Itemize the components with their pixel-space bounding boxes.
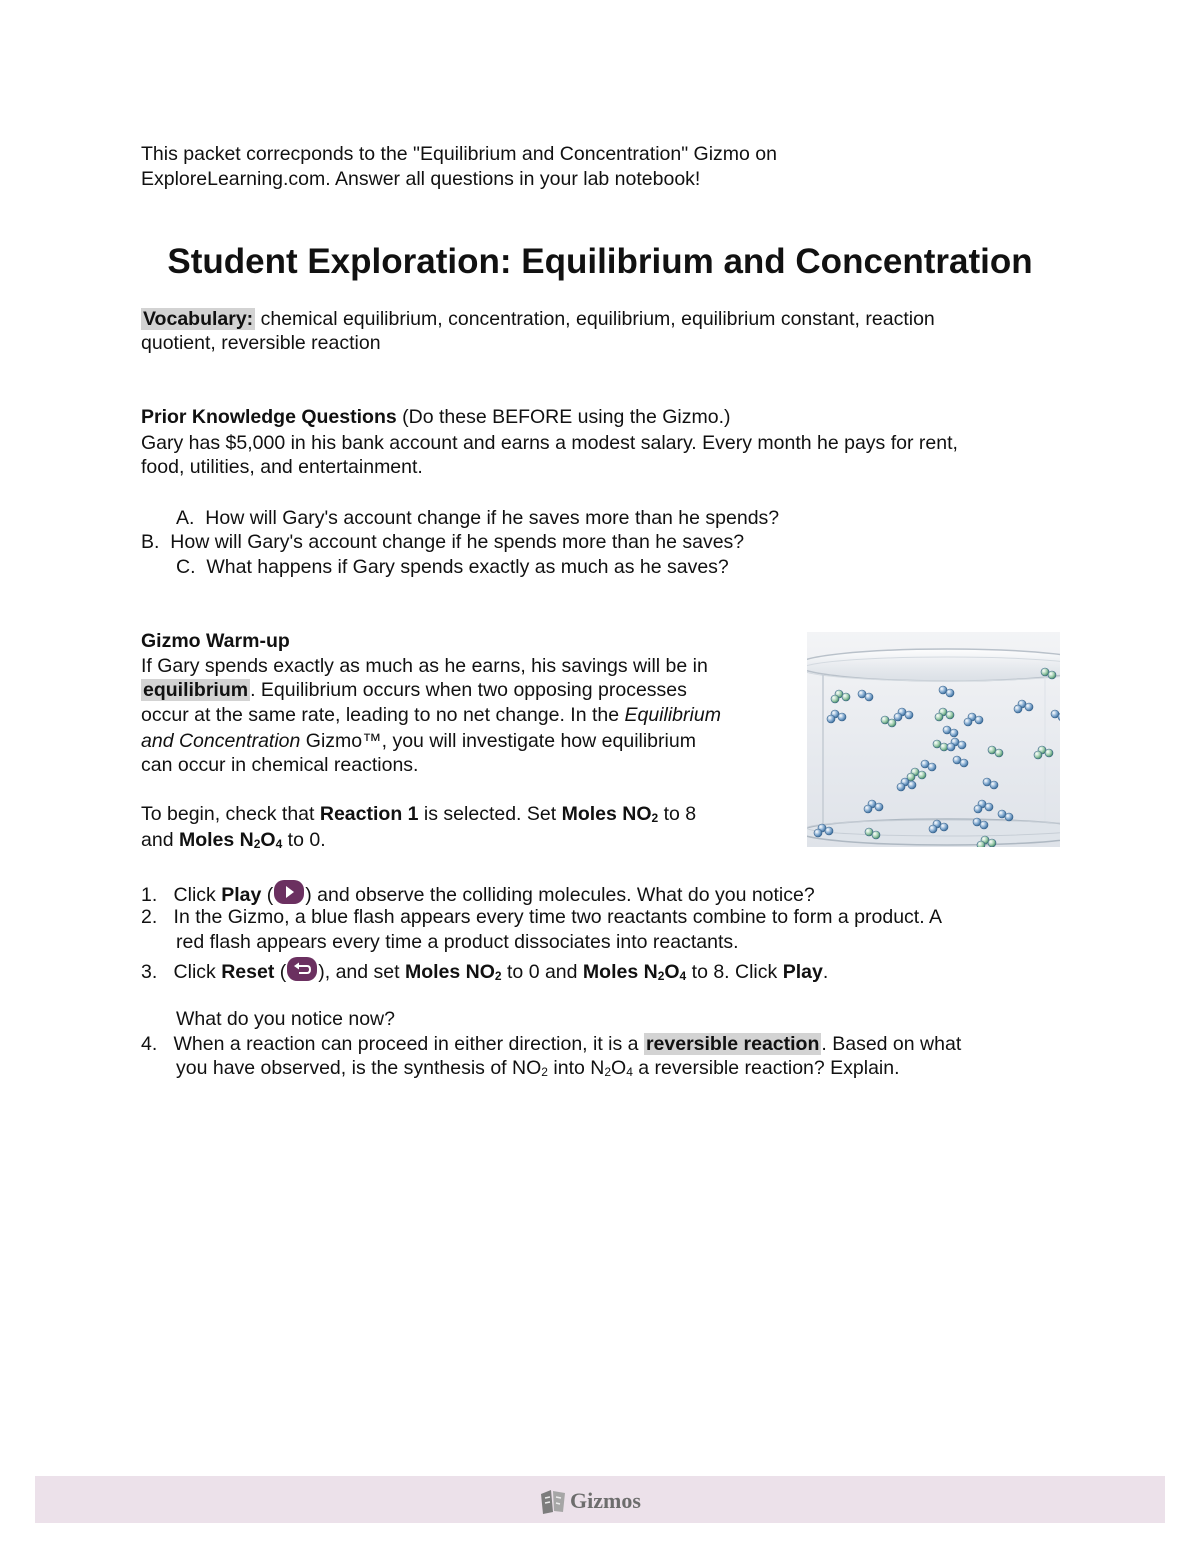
molecule [831, 690, 850, 703]
step-text: . [822, 961, 829, 983]
gizmo-name-italic-2: and Concentration [141, 730, 301, 752]
moles-no2-label: Moles $NO_2$ [561, 803, 659, 825]
step-number: 3. [141, 961, 158, 983]
prior-line-2: food, utilities, and entertainment. [141, 456, 423, 478]
molecule [894, 708, 913, 721]
step-text: into N [547, 1057, 605, 1079]
prior-line-1: Gary has $5,000 in his bank account and earns a modest salary. Every month he pays for rent, [141, 432, 958, 454]
moles-n2o4-label: Moles $N_2O_4$ [178, 829, 283, 851]
step-1 [141, 880, 815, 907]
warmup-line-2 [141, 678, 687, 702]
question-marker: B. [141, 531, 160, 553]
molecule [964, 713, 983, 726]
step-text: a reversible reaction? Explain. [632, 1057, 900, 1079]
warmup-line-1: If Gary spends exactly as much as he earns, his savings will be in [141, 655, 708, 677]
step-number: 1. [141, 884, 158, 906]
step-text: ) and observe the colliding molecules. What do you notice? [305, 884, 815, 906]
term-equilibrium: equilibrium [143, 679, 249, 701]
gizmo-container-image [807, 632, 1060, 847]
molecule [907, 768, 926, 781]
play-label: Play [221, 884, 262, 906]
molecule [974, 800, 993, 813]
setup-text: to 0. [282, 829, 326, 851]
vocabulary-label: Vocabulary: [143, 308, 254, 330]
gizmos-logo-text: Gizmos [570, 1488, 641, 1513]
setup-text: is selected. Set [418, 803, 562, 825]
question-text: How will Gary's account change if he spends more than he saves? [170, 531, 745, 553]
molecule [827, 710, 846, 723]
question-text: What happens if Gary spends exactly as much as he saves? [206, 556, 729, 578]
vocabulary-line-2: quotient, reversible reaction [141, 332, 381, 354]
step-4-line-1 [141, 1032, 961, 1056]
reset-label: Reset [221, 961, 275, 983]
step-number: 4. [141, 1033, 158, 1055]
moles-no2-label: Moles $NO_2$ [404, 961, 502, 983]
step-text: In the Gizmo, a blue flash appears every time two reactants combine to form a product. A [173, 906, 942, 928]
molecule [1051, 710, 1060, 721]
reaction-1-label: Reaction 1 [319, 803, 419, 825]
gizmos-logo-icon [538, 1486, 568, 1516]
warmup-setup-line-1 [141, 802, 696, 826]
prior-question-b [141, 530, 744, 554]
step-text: you have observed, is the synthesis of NO [176, 1057, 542, 1079]
step-2-line-1 [141, 905, 942, 929]
question-marker: C. [176, 556, 196, 578]
question-marker: A. [176, 507, 195, 529]
vocabulary-line-1 [141, 307, 935, 331]
warmup-line-3-text: occur at the same rate, leading to no net change. In the [141, 704, 625, 726]
step-text: Click [173, 884, 222, 906]
reset-icon [287, 957, 317, 981]
step-text: to 0 and [501, 961, 583, 983]
prior-question-a [176, 506, 779, 530]
step-text: ), and set [318, 961, 405, 983]
prior-question-c [176, 555, 729, 579]
molecule-container-illustration [807, 632, 1060, 847]
molecule [1014, 700, 1033, 713]
setup-text: to 8 [658, 803, 697, 825]
warmup-heading [141, 629, 290, 653]
step-3-notice: What do you notice now? [176, 1008, 395, 1030]
molecule [864, 800, 883, 813]
molecule [947, 738, 966, 751]
prior-heading [141, 405, 731, 429]
molecule [939, 686, 954, 697]
warmup-heading-label: Gizmo Warm-up [141, 630, 290, 652]
step-4-line-2: you have observed, is the synthesis of $NO_2$ into $N_2O_4$ a reversible reaction? Explain. [176, 1057, 900, 1079]
vocabulary-terms: chemical equilibrium, concentration, equilibrium, equilibrium constant, reaction [255, 308, 935, 330]
step-number: 2. [141, 906, 158, 928]
page-title: Student Exploration: Equilibrium and Concentration [167, 242, 1033, 281]
term-reversible-reaction: reversible reaction [645, 1033, 820, 1055]
molecule [983, 778, 998, 789]
step-text: When a reaction can proceed in either direction, it is a [173, 1033, 644, 1055]
step-text: ( [274, 961, 287, 983]
molecule [935, 708, 954, 721]
molecule [988, 746, 1003, 757]
molecule [933, 740, 948, 751]
step-2-line-2: red flash appears every time a product dissociates into reactants. [176, 931, 739, 953]
setup-text: and [141, 829, 179, 851]
gizmos-logo [538, 1484, 641, 1518]
warmup-line-2-text: . Equilibrium occurs when two opposing processes [250, 679, 687, 701]
prior-heading-label: Prior Knowledge Questions [141, 406, 397, 428]
warmup-line-3 [141, 703, 721, 727]
gizmo-name-italic-1: Equilibrium [624, 704, 721, 726]
moles-n2o4-label: Moles $N_2O_4$ [582, 961, 687, 983]
step-text: to 8. Click [686, 961, 783, 983]
setup-text: To begin, check that [141, 803, 320, 825]
prior-heading-note: (Do these BEFORE using the Gizmo.) [396, 406, 731, 428]
warmup-line-4-text: Gizmo™, you will investigate how equilibrium [300, 730, 696, 752]
question-text: How will Gary's account change if he saves more than he spends? [205, 507, 780, 529]
warmup-setup-line-2 [141, 828, 326, 852]
step-text: Click [173, 961, 222, 983]
warmup-line-4 [141, 729, 696, 753]
molecule [953, 756, 968, 767]
step-3 [141, 957, 828, 984]
play-label: Play [782, 961, 823, 983]
intro-line-1: This packet correcponds to the "Equilibrium and Concentration" Gizmo on [141, 143, 777, 165]
step-text: ( [261, 884, 274, 906]
play-icon [274, 880, 304, 904]
molecule [1034, 746, 1053, 759]
molecule [921, 760, 936, 771]
molecule [943, 726, 958, 737]
warmup-line-5: can occur in chemical reactions. [141, 754, 419, 776]
intro-line-2: ExploreLearning.com. Answer all questions in your lab notebook! [141, 168, 701, 190]
molecule [858, 690, 873, 701]
step-text: . Based on what [821, 1033, 962, 1055]
